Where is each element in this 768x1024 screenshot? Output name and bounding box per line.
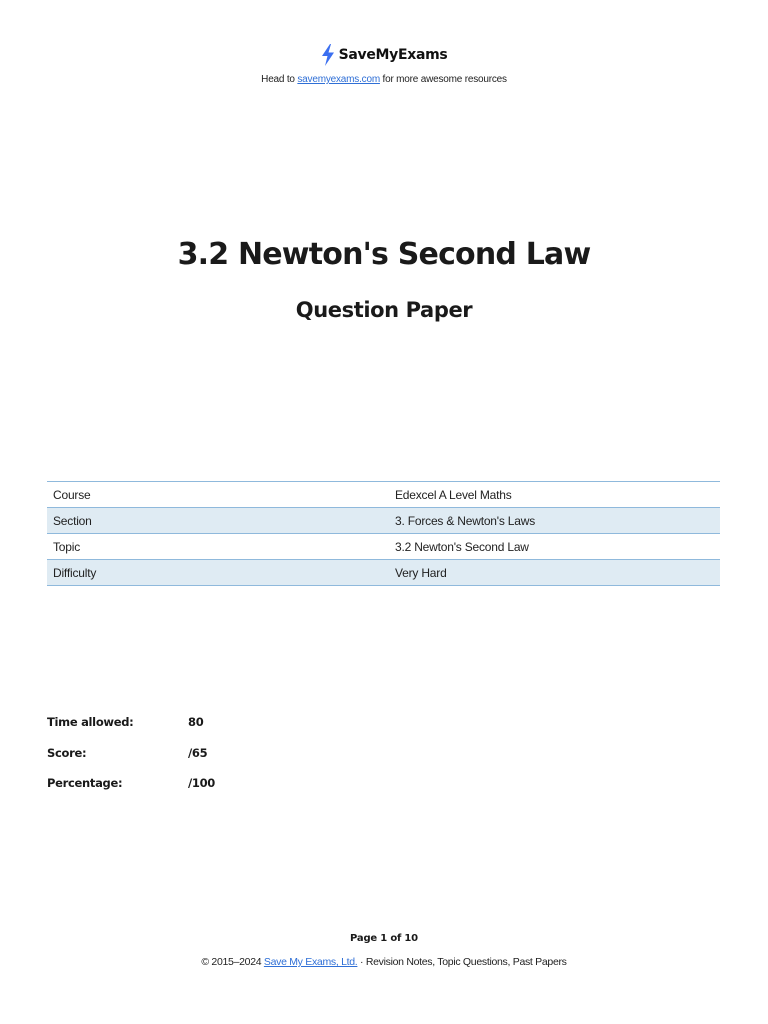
header-tagline bbox=[0, 74, 768, 85]
page-header bbox=[0, 44, 768, 85]
table-row bbox=[47, 482, 720, 508]
brand-name: SaveMyExams bbox=[338, 47, 448, 63]
row-label: Course bbox=[47, 482, 389, 508]
lightning-bolt-icon bbox=[321, 44, 335, 66]
row-value: 3. Forces & Newton's Laws bbox=[389, 508, 720, 534]
copyright-suffix: · Revision Notes, Topic Questions, Past Papers bbox=[357, 956, 567, 968]
stat-value: /65 bbox=[188, 745, 208, 760]
row-label: Section bbox=[47, 508, 389, 534]
table-row bbox=[47, 534, 720, 560]
row-label: Difficulty bbox=[47, 560, 389, 586]
stat-label: Time allowed: bbox=[47, 715, 134, 730]
site-link[interactable]: savemyexams.com bbox=[297, 74, 380, 85]
stat-score bbox=[47, 738, 215, 769]
row-value: 3.2 Newton's Second Law bbox=[389, 534, 720, 560]
info-table bbox=[47, 481, 720, 586]
table-row bbox=[47, 508, 720, 534]
page-number: Page 1 of 10 bbox=[350, 933, 418, 944]
row-value: Edexcel A Level Maths bbox=[389, 482, 720, 508]
stat-label: Percentage: bbox=[47, 776, 123, 791]
tagline-prefix: Head to bbox=[261, 74, 298, 85]
table-row bbox=[47, 560, 720, 586]
company-link[interactable]: Save My Exams, Ltd. bbox=[263, 956, 358, 968]
copyright-prefix: © 2015–2024 bbox=[201, 956, 264, 968]
page-title: 3.2 Newton's Second Law bbox=[177, 237, 591, 272]
footer-copyright bbox=[0, 956, 768, 968]
row-value: Very Hard bbox=[389, 560, 720, 586]
page-subtitle: Question Paper bbox=[295, 298, 473, 322]
stat-label: Score: bbox=[47, 745, 87, 760]
stat-percentage bbox=[47, 768, 215, 799]
stat-time-allowed bbox=[47, 707, 215, 738]
brand-logo[interactable] bbox=[321, 44, 448, 66]
exam-stats bbox=[47, 707, 215, 799]
tagline-suffix: for more awesome resources bbox=[379, 74, 507, 85]
row-label: Topic bbox=[47, 534, 389, 560]
stat-value: 80 bbox=[188, 715, 204, 730]
stat-value: /100 bbox=[188, 776, 216, 791]
